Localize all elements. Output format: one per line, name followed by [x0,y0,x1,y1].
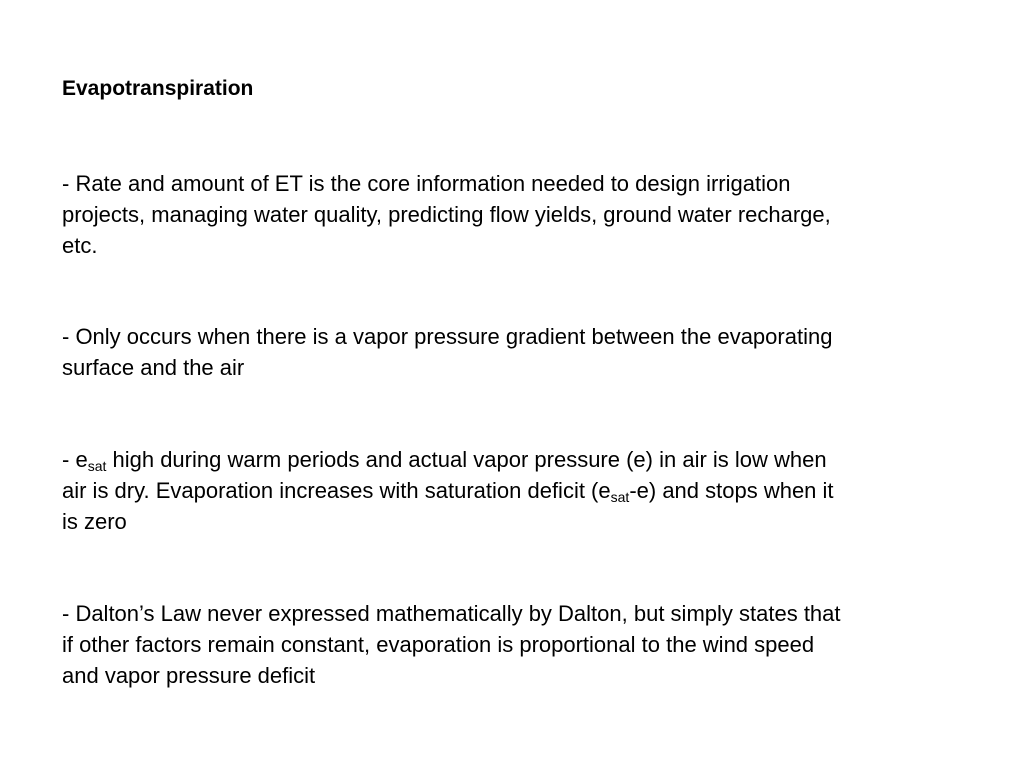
bullet-line [62,475,992,506]
bullet-et-rate-and-amount [62,168,992,261]
line-text: high during warm periods and actual vapor pressure (e) in air is low when [106,447,827,472]
subscript-sat: sat [87,458,107,474]
bullet-line: and vapor pressure deficit [62,663,316,688]
bullet-line: - Only occurs when there is a vapor pressure gradient between the evaporating [62,324,833,349]
bullet-daltons-law [62,598,992,691]
bullet-line: if other factors remain constant, evaporation is proportional to the wind speed [62,632,815,657]
bullet-line [62,444,992,475]
subscript-sat: sat [610,489,630,505]
bullet-line: - Dalton’s Law never expressed mathematically by Dalton, but simply states that [62,601,841,626]
bullet-line: is zero [62,509,127,534]
bullet-line: projects, managing water quality, predicting flow yields, ground water recharge, [62,202,831,227]
bullet-line: surface and the air [62,355,245,380]
bullet-line: etc. [62,233,98,258]
slide-title: Evapotranspiration [62,77,254,100]
line-text: - e [62,447,88,472]
bullet-line: - Rate and amount of ET is the core information needed to design irrigation [62,171,791,196]
bullet-saturation-deficit [62,444,992,537]
line-text: -e) and stops when it [629,478,834,503]
line-text: air is dry. Evaporation increases with saturation deficit (e [62,478,611,503]
bullet-vapor-pressure-gradient [62,321,992,383]
